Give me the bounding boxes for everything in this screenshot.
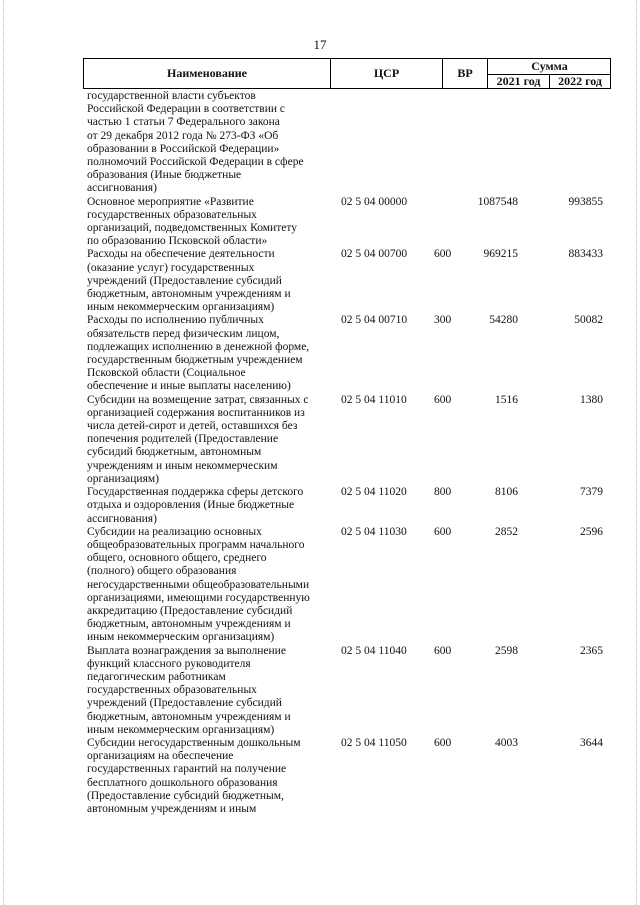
row-name-line: Государственная поддержка сферы детского [87,486,304,499]
row-name-line: негосударственными общеобразовательными [87,578,310,591]
row-csr: 02 5 04 00710 [341,314,408,327]
row-name-line: иным некоммерческим организациям) [87,301,275,314]
row-amount-2022: 2596 [580,525,603,538]
row-name [83,526,325,645]
table-row [83,196,611,249]
header-year-2022: 2022 год [558,74,602,88]
row-name-line: государственных образовательных [87,208,257,221]
table-row [83,486,611,526]
row-name-line: попечения родителей (Предоставление [87,433,279,446]
row-amount-2022: 7379 [580,486,603,499]
row-amount-2022: 1380 [580,393,603,406]
row-name-line: организациям) [87,472,159,485]
row-name-line: бюджетным, автономным учреждениям и [87,288,291,301]
row-name-line: бюджетным, автономным учреждениям и [87,710,291,723]
table-row [83,737,611,816]
header-name: Наименование [84,59,331,88]
page-number: 17 [313,37,327,52]
row-name [83,248,325,314]
row-name-line: аккредитацию (Предоставление субсидий [87,604,293,617]
row-name-line: отдыха и оздоровления (Иные бюджетные [87,499,295,512]
header-sum: Сумма [488,59,611,75]
page-edge-right [636,0,637,905]
row-name-line: Псковской области (Социальное [87,367,246,380]
row-csr: 02 5 04 11050 [341,736,407,749]
row-name [83,394,325,486]
row-csr: 02 5 04 11040 [341,644,407,657]
page-edge-left [3,0,4,905]
table-row [83,314,611,393]
row-csr: 02 5 04 11010 [341,393,407,406]
row-amount-2021: 1516 [495,393,518,406]
row-amount-2021: 2598 [495,644,518,657]
row-name-line: автономным учреждениям и иным [87,802,257,815]
row-name-line: государственных образовательных [87,684,257,697]
row-vr: 800 [434,486,452,499]
table-header [83,58,611,89]
row-csr: 02 5 04 00700 [341,248,408,261]
row-name-line: полномочий Российской Федерации в сфере [87,156,304,169]
row-name-line: иным некоммерческим организациям) [87,723,275,736]
row-amount-2022: 50082 [574,314,603,327]
row-name-line: по образованию Псковской области» [87,235,268,248]
row-amount-2022: 2365 [580,644,603,657]
row-vr: 600 [434,525,452,538]
row-name-line: учреждений (Предоставление субсидий [87,697,282,710]
row-amount-2022: 993855 [568,195,603,208]
row-name-line: организациями, имеющими государственную [87,591,310,604]
row-name-line: государственной власти субъектов [87,90,256,102]
row-csr: 02 5 04 11030 [341,525,407,538]
table-row [83,394,611,486]
row-name-line: (оказание услуг) государственных [87,261,255,274]
row-name-line: образовании в Российской Федерации» [87,142,280,155]
row-name-line: Субсидии негосударственным дошкольным [87,736,301,749]
row-amount-2021: 8106 [495,486,518,499]
row-name-line: государственных гарантий на получение [87,763,287,776]
row-name-line: подлежащих исполнению в денежной форме, [87,340,310,353]
row-name-line: организаций, подведомственных Комитету [87,222,297,235]
row-amount-2021: 54280 [489,314,518,327]
row-name-line: педагогическим работникам [87,670,226,683]
row-name-line: общего, основного общего, среднего [87,552,267,565]
row-name-line: функций классного руководителя [87,657,251,670]
row-amount-2021: 2852 [495,525,518,538]
row-name-line: Субсидии на возмещение затрат, связанных с [87,393,309,406]
table-row [83,90,611,196]
table-body [83,90,611,816]
row-vr: 300 [434,314,452,327]
table-row [83,248,611,314]
header-csr: ЦСР [331,59,443,88]
row-name-line: Расходы на обеспечение деятельности [87,248,275,261]
row-name-line: организацией содержания воспитанников из [87,406,305,419]
row-name-line: образования (Иные бюджетные [87,169,242,182]
row-name-line: частью 1 статьи 7 Федерального закона [87,116,280,129]
row-name-line: числа детей-сирот и детей, оставшихся без [87,420,298,433]
row-name-line: Российской Федерации в соответствии с [87,103,285,116]
header-year-2021: 2021 год [488,74,550,88]
row-name-line: обеспечение и иные выплаты населению) [87,380,291,393]
row-csr: 02 5 04 11020 [341,486,407,499]
row-name [83,90,325,196]
row-vr: 600 [434,644,452,657]
row-name-line: учреждениям и иным некоммерческим [87,459,278,472]
row-name [83,737,325,816]
row-csr: 02 5 04 00000 [341,195,408,208]
row-name-line: Основное мероприятие «Развитие [87,195,254,208]
row-name-line: организациям на обеспечение [87,750,234,763]
row-amount-2021: 1087548 [477,195,518,208]
row-name-line: субсидий бюджетным, автономным [87,446,262,459]
table-row [83,526,611,645]
row-name-line: обязательств перед физическим лицом, [87,327,280,340]
row-name-line: Расходы по исполнению публичных [87,314,264,327]
row-name [83,314,325,393]
row-name-line: ассигнования) [87,512,157,525]
row-amount-2022: 3644 [580,736,603,749]
row-name-line: Субсидии на реализацию основных [87,525,262,538]
row-name-line: (Предоставление субсидий бюджетным, [87,789,284,802]
row-vr: 600 [434,248,452,261]
row-vr: 600 [434,736,452,749]
row-amount-2021: 969215 [483,248,518,261]
row-name-line: (полного) общего образования [87,565,237,578]
row-name-line: ассигнования) [87,182,157,195]
header-vr: ВР [443,59,488,88]
row-amount-2022: 883433 [568,248,603,261]
row-name [83,645,325,737]
row-name [83,486,325,526]
row-vr: 600 [434,393,452,406]
row-name-line: бюджетным, автономным учреждениям и [87,618,291,631]
row-name-line: от 29 декабря 2012 года № 273-ФЗ «Об [87,129,279,142]
row-name-line: учреждений (Предоставление субсидий [87,274,282,287]
row-name [83,196,325,249]
row-name-line: государственным бюджетным учреждением [87,354,303,367]
row-name-line: Выплата вознаграждения за выполнение [87,644,286,657]
row-name-line: бесплатного дошкольного образования [87,776,278,789]
header-sum-group [488,59,611,88]
row-name-line: иным некоммерческим организациям) [87,631,275,644]
table-row [83,645,611,737]
row-amount-2021: 4003 [495,736,518,749]
row-name-line: общеобразовательных программ начального [87,538,305,551]
